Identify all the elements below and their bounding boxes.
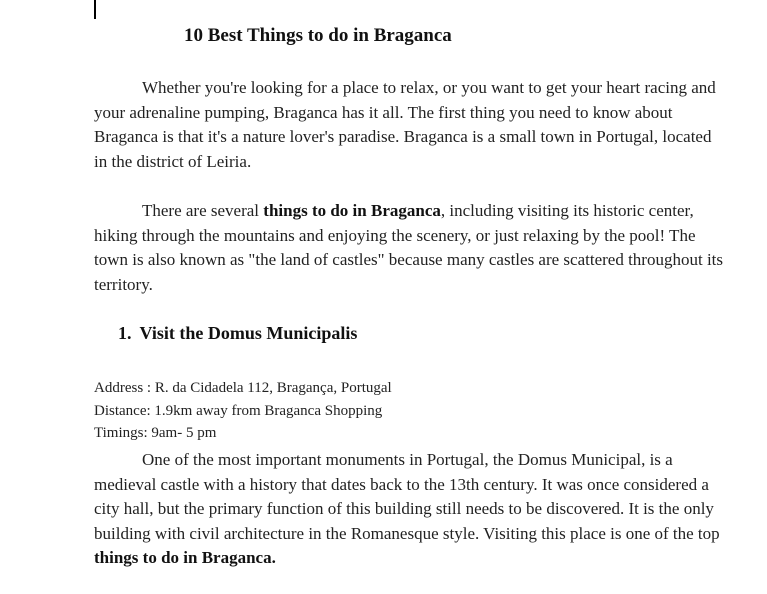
section-details: [94, 377, 392, 445]
paragraph-text: There are several: [142, 201, 264, 220]
intro-paragraph: Whether you're looking for a place to relax, or you want to get your heart racing and your adrenaline pumping, Braganca has it all. The first thing you need to know about Braganca is that it's a nature lover's paradise. Braganca is a small town in Portugal, located in the district of Leiria.: [94, 78, 716, 171]
section-number: 1.: [118, 323, 132, 343]
timings-line: Timings: 9am- 5 pm: [94, 425, 217, 441]
distance-line: Distance: 1.9km away from Braganca Shopping: [94, 402, 383, 419]
text-cursor: [94, 0, 96, 19]
second-paragraph: [94, 199, 724, 297]
section-title: Visit the Domus Municipalis: [139, 323, 358, 343]
section-body-paragraph: [94, 448, 724, 571]
address-line: Address : R. da Cidadela 112, Bragança, Portugal: [94, 380, 392, 396]
paragraph-text: One of the most important monuments in Portugal, the Domus Municipal, is a medieval castle with a history that dates back to the 13th century. It was once considered a city hall, but the primary function of this building still needs to be discovered. It is the only building with civil architecture in the Romanesque style. Visiting this place is one of the top: [94, 450, 720, 543]
section-heading: [118, 323, 357, 344]
bold-keyword: things to do in Braganca.: [94, 548, 276, 567]
document-title: 10 Best Things to do in Braganca: [184, 25, 452, 46]
bold-keyword: things to do in Braganca: [263, 201, 441, 220]
paragraph-text: , including visiting its historic center, hiking through the mountains and enjoying the scenery, or just relaxing by the pool! The town is also known as "the land of castles" because many castles are scattered throughout its territory.: [94, 201, 724, 294]
